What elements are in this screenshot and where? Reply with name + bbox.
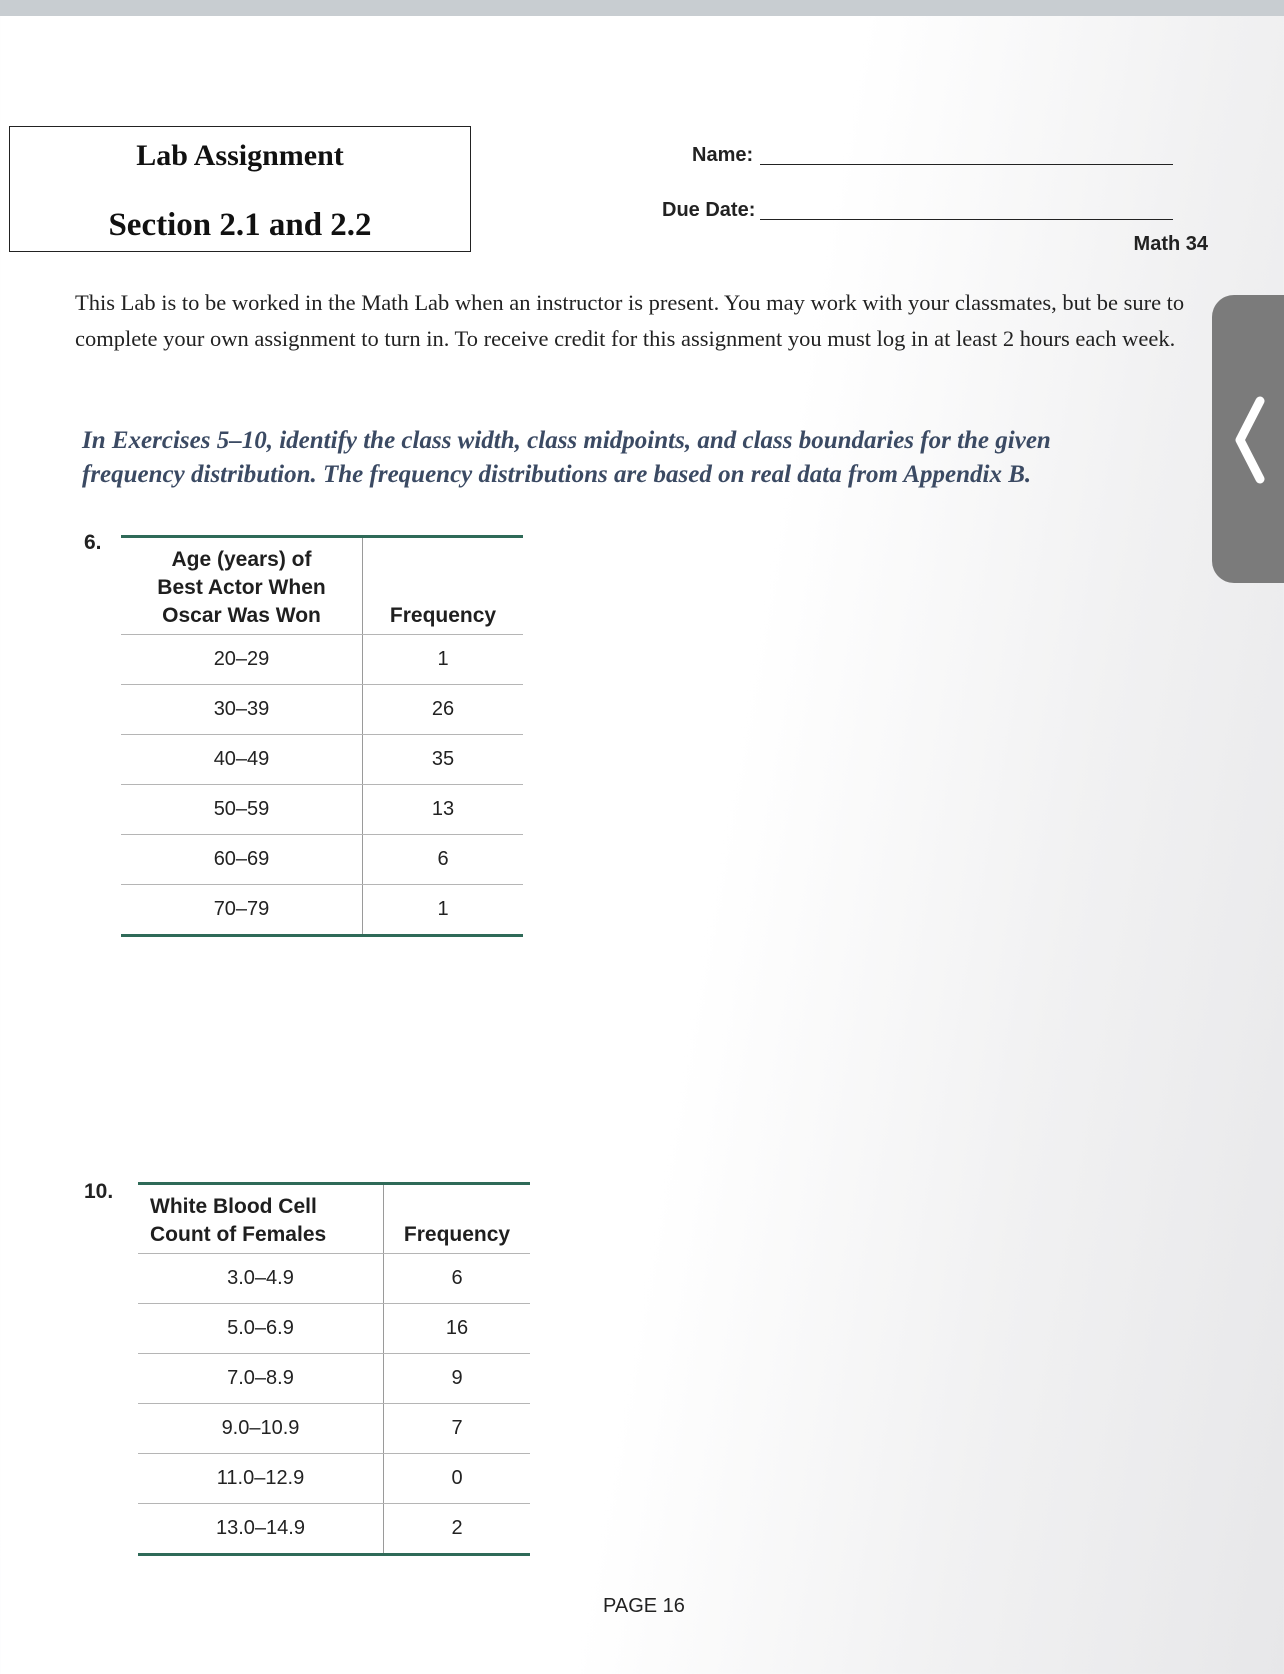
class-cell: 50–59 <box>121 785 363 835</box>
title-box <box>9 126 471 252</box>
frequency-cell: 16 <box>384 1304 531 1354</box>
table-row <box>138 1504 530 1555</box>
class-cell: 3.0–4.9 <box>138 1254 384 1304</box>
name-line <box>760 164 1173 165</box>
table-row <box>121 685 523 735</box>
table-header-row <box>138 1184 530 1254</box>
course-label: Math 34 <box>1133 233 1208 255</box>
header-line: Best Actor When <box>157 576 326 599</box>
section-title: Section 2.1 and 2.2 <box>108 207 372 243</box>
class-cell: 40–49 <box>121 735 363 785</box>
frequency-cell: 0 <box>384 1454 531 1504</box>
table-row <box>121 735 523 785</box>
class-header <box>121 537 363 635</box>
table-row <box>138 1354 530 1404</box>
header-line: Age (years) of <box>171 548 312 571</box>
table-header-row <box>121 537 523 635</box>
frequency-table-6 <box>121 535 523 937</box>
class-cell: 11.0–12.9 <box>138 1454 384 1504</box>
table-row <box>121 885 523 936</box>
due-date-label: Due Date: <box>662 199 756 221</box>
intro-paragraph: This Lab is to be worked in the Math Lab when an instructor is present. You may work with your classmates, but be sure to complete your own assignment to turn in. To receive credit for this assignment you must log in at least 2 hours each week. <box>75 290 1185 351</box>
table-row <box>138 1404 530 1454</box>
table-row <box>138 1304 530 1354</box>
header-line: Count of Females <box>150 1223 327 1246</box>
frequency-header: Frequency <box>384 1184 531 1254</box>
frequency-cell: 6 <box>384 1254 531 1304</box>
name-label: Name: <box>692 144 754 166</box>
frequency-cell: 9 <box>384 1354 531 1404</box>
frequency-cell: 26 <box>363 685 524 735</box>
due-date-line <box>760 219 1173 220</box>
header-line: Oscar Was Won <box>162 604 321 627</box>
class-cell: 60–69 <box>121 835 363 885</box>
table-row <box>121 835 523 885</box>
frequency-cell: 1 <box>437 898 449 920</box>
class-cell: 30–39 <box>121 685 363 735</box>
frequency-cell: 13 <box>363 785 524 835</box>
class-cell: 70–79 <box>121 885 363 936</box>
class-cell: 20–29 <box>121 635 363 685</box>
table-row <box>138 1454 530 1504</box>
table-row <box>121 635 523 685</box>
table-row <box>121 785 523 835</box>
chevron-left-icon <box>1230 395 1270 485</box>
class-cell: 9.0–10.9 <box>138 1404 384 1454</box>
exercise-number-6: 6. <box>84 531 102 554</box>
table-row <box>138 1254 530 1304</box>
page-number: PAGE 16 <box>603 1595 685 1617</box>
class-cell: 5.0–6.9 <box>138 1304 384 1354</box>
header-line: White Blood Cell <box>150 1195 317 1218</box>
frequency-table-10 <box>138 1182 530 1556</box>
class-header <box>138 1184 384 1254</box>
side-panel-tab[interactable] <box>1212 295 1284 583</box>
top-status-bar <box>0 0 1284 16</box>
class-cell: 7.0–8.9 <box>138 1354 384 1404</box>
frequency-cell: 6 <box>363 835 524 885</box>
frequency-cell: 1 <box>363 635 524 685</box>
frequency-header: Frequency <box>363 537 524 635</box>
frequency-cell: 35 <box>363 735 524 785</box>
class-cell: 13.0–14.9 <box>138 1504 384 1555</box>
exercise-number-10: 10. <box>84 1180 114 1203</box>
frequency-cell: 2 <box>451 1517 463 1539</box>
assignment-title: Lab Assignment <box>136 139 344 172</box>
frequency-cell: 7 <box>384 1404 531 1454</box>
exercise-instructions: In Exercises 5–10, identify the class width, class midpoints, and class boundaries for the given frequency distribution. The frequency distributions are based on real data from Appendix B. <box>82 427 1051 488</box>
